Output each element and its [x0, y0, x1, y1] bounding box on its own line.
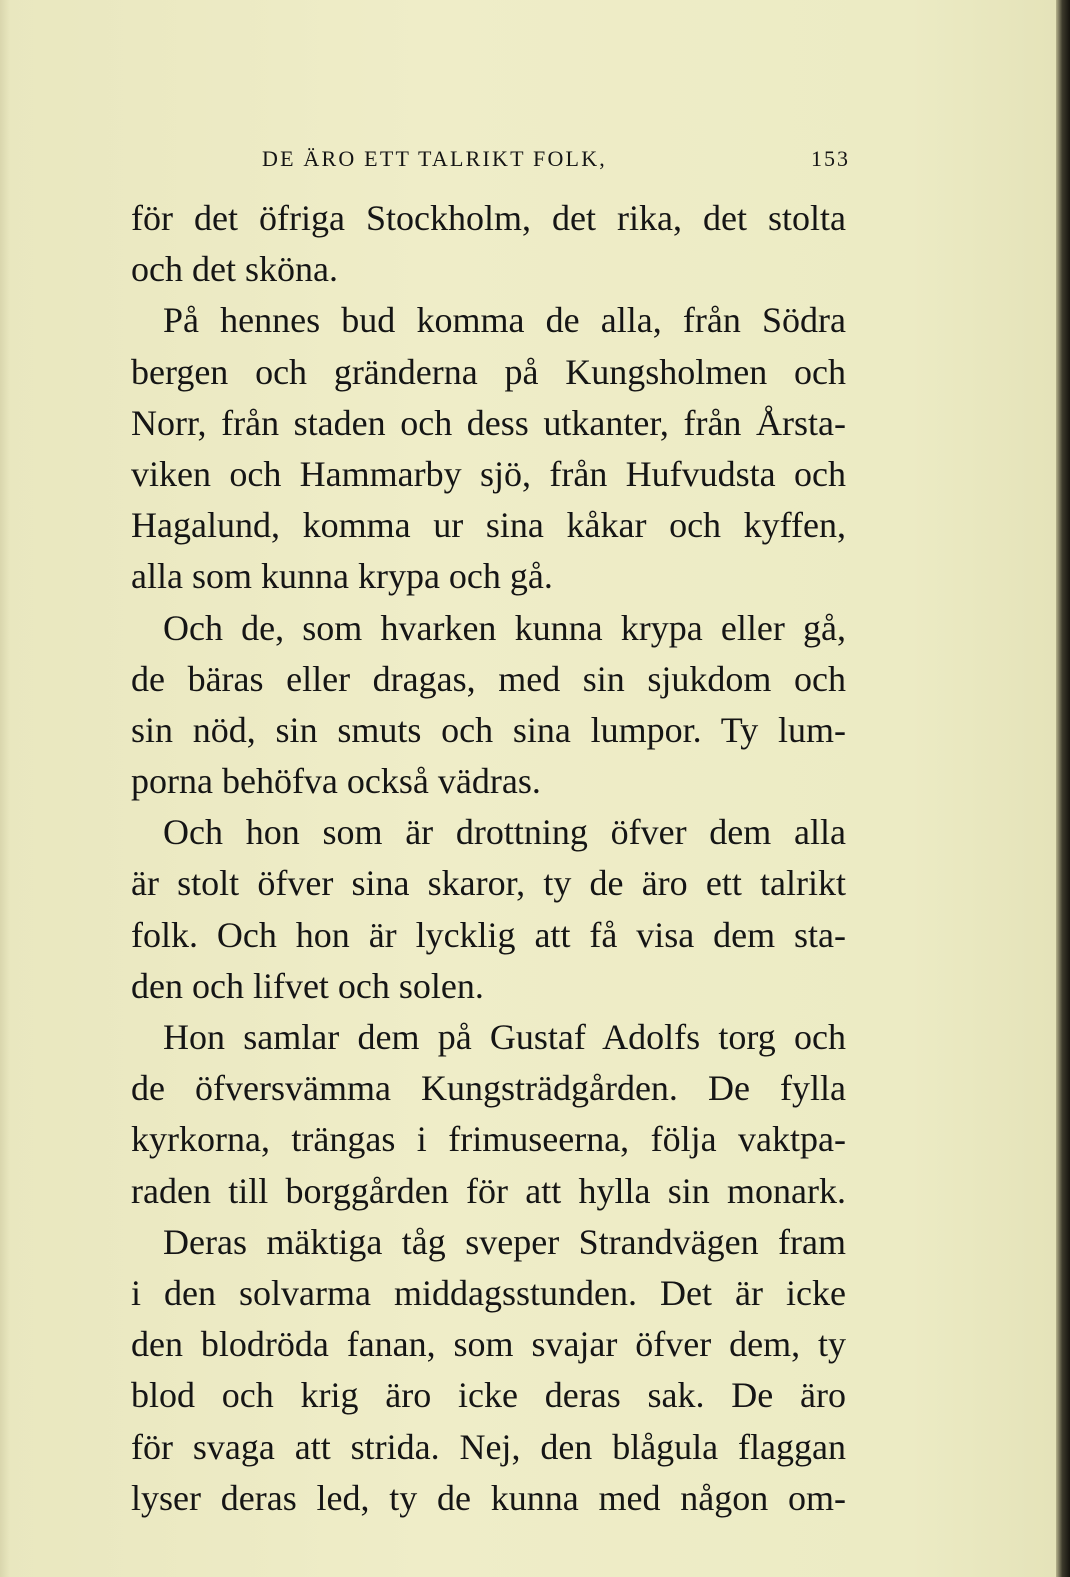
text-line: i den solvarma middagsstunden. Det är icke: [131, 1272, 846, 1313]
text-line: raden till borggården för att hylla sin monark.: [131, 1170, 846, 1211]
text-line: Deras mäktiga tåg sveper Strandvägen fram: [163, 1221, 846, 1262]
page-gutter-shadow: [0, 0, 10, 1577]
text-line: Och de, som hvarken kunna krypa eller gå,: [163, 607, 846, 648]
book-edge: [1056, 0, 1070, 1577]
text-line: bergen och gränderna på Kungsholmen och: [131, 351, 846, 392]
body-text: [131, 193, 846, 1524]
text-line: för det öfriga Stockholm, det rika, det stolta: [131, 198, 846, 238]
text-line: sin nöd, sin smuts och sina lumpor. Ty lum-: [131, 709, 846, 750]
running-title: DE ÄRO ETT TALRIKT FOLK,: [262, 146, 607, 171]
text-line: Norr, från staden och dess utkanter, från Årsta-: [131, 402, 846, 443]
text-line: lyser deras led, ty de kunna med någon om-: [131, 1477, 846, 1518]
text-line: de bäras eller dragas, med sin sjukdom och: [131, 658, 846, 699]
text-line: På hennes bud komma de alla, från Södra: [163, 300, 846, 341]
text-line: den och lifvet och solen.: [131, 965, 484, 1006]
text-line: och det sköna.: [131, 249, 338, 290]
text-line: Och hon som är drottning öfver dem alla: [163, 812, 846, 853]
text-line: viken och Hammarby sjö, från Hufvudsta och: [131, 453, 846, 494]
text-line: för svaga att strida. Nej, den blågula flaggan: [131, 1426, 846, 1467]
text-line: Hon samlar dem på Gustaf Adolfs torg och: [163, 1017, 846, 1057]
text-line: den blodröda fanan, som svajar öfver dem, ty: [131, 1324, 846, 1365]
text-line: blod och krig äro icke deras sak. De äro: [131, 1375, 846, 1416]
text-line: de öfversvämma Kungsträdgården. De fylla: [131, 1068, 846, 1109]
text-line: Hagalund, komma ur sina kåkar och kyffen,: [131, 505, 846, 546]
text-line: porna behöfva också vädras.: [131, 761, 541, 802]
text-line: är stolt öfver sina skaror, ty de äro ett talrikt: [131, 863, 846, 904]
text-line: alla som kunna krypa och gå.: [131, 556, 553, 597]
text-line: kyrkorna, trängas i frimuseerna, följa vaktpa-: [131, 1119, 846, 1160]
text-line: folk. Och hon är lycklig att få visa dem sta-: [131, 914, 846, 955]
page-number: 153: [811, 146, 850, 171]
running-header: [262, 142, 856, 176]
